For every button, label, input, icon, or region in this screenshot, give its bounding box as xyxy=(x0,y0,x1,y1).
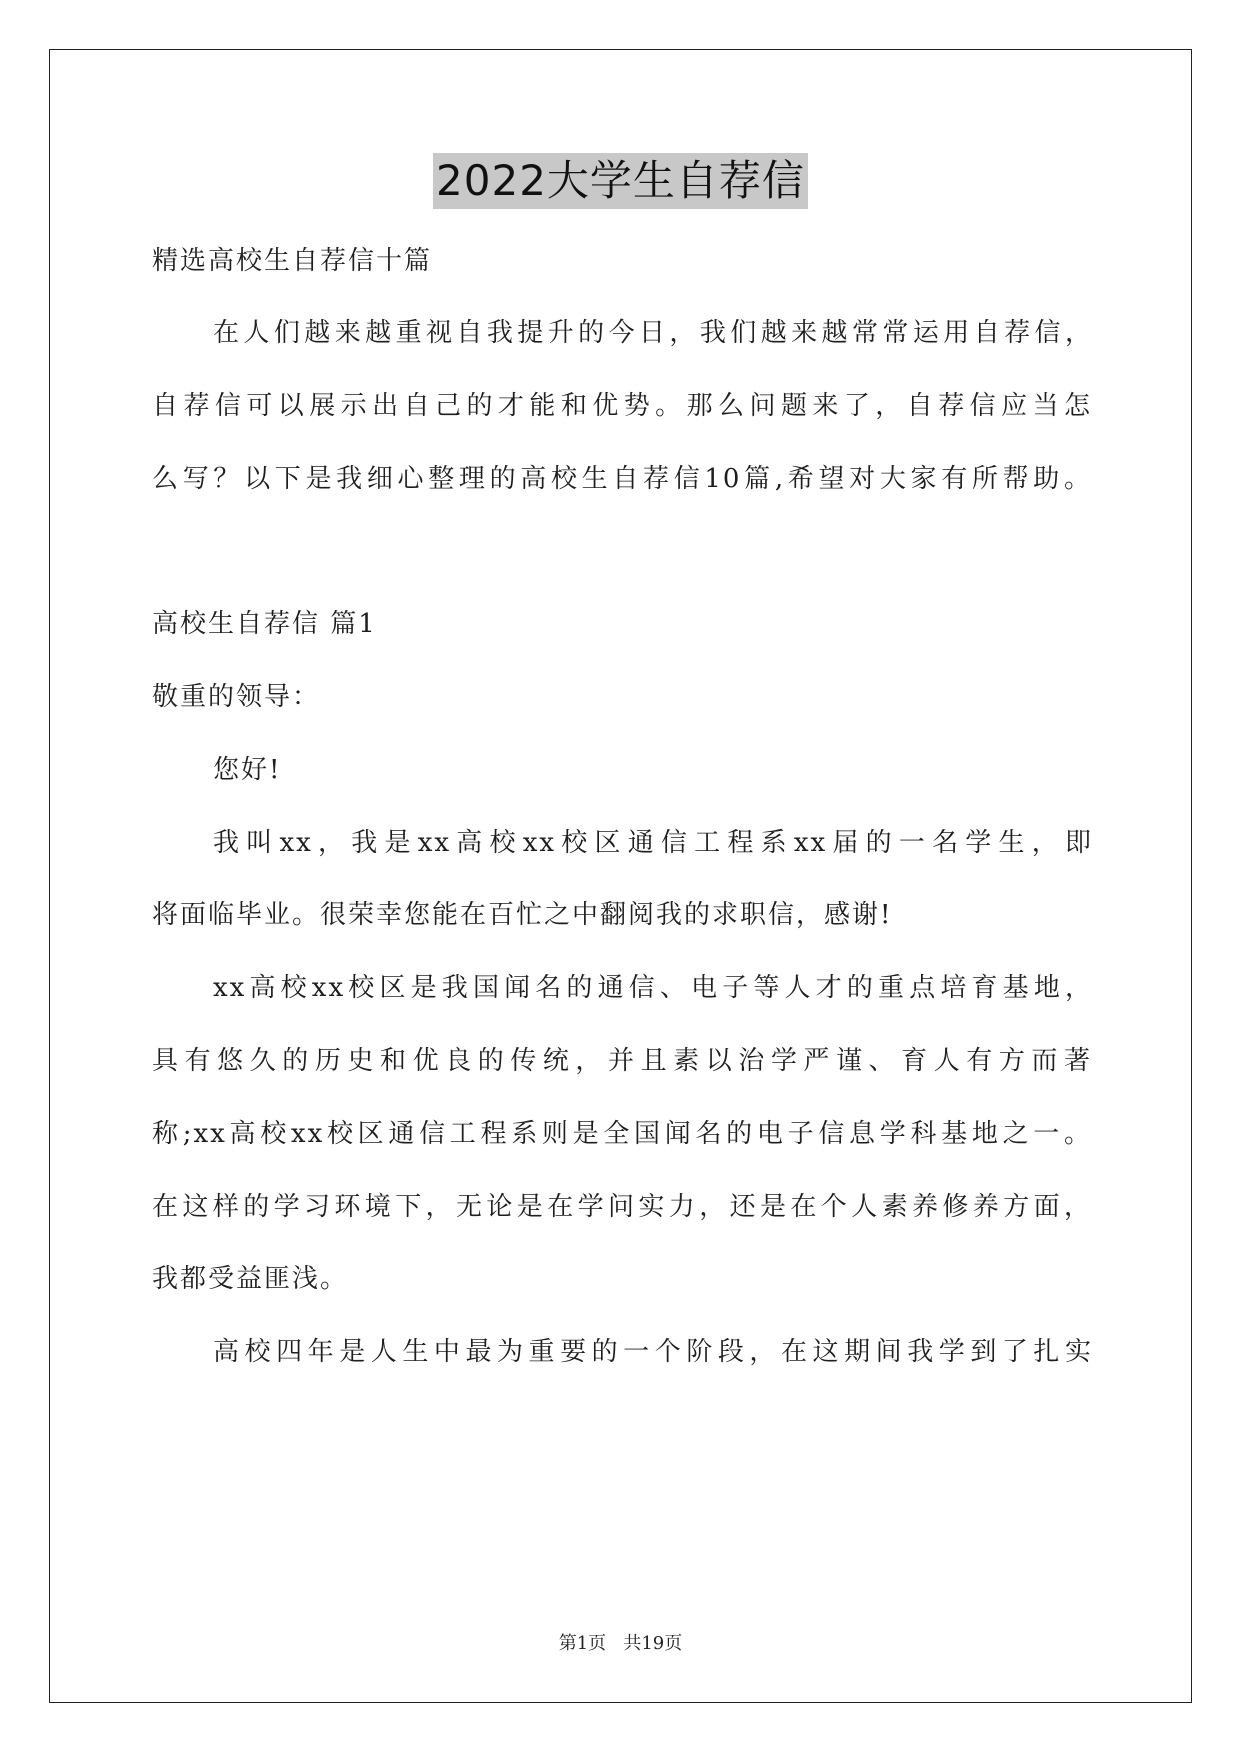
footer-spacer xyxy=(606,1633,623,1654)
page-total: 共19页 xyxy=(623,1633,683,1654)
paragraph2-line-1: xx高校xx校区是我国闻名的通信、电子等人才的重点培育基地， xyxy=(213,973,1093,1003)
paragraph1-line-1: 我叫xx，我是xx高校xx校区通信工程系xx届的一名学生，即 xyxy=(213,828,1093,858)
section-heading: 高校生自荐信 篇1 xyxy=(152,609,377,639)
paragraph3-line-1: 高校四年是人生中最为重要的一个阶段，在这期间我学到了扎实 xyxy=(213,1337,1093,1367)
salutation: 敬重的领导： xyxy=(152,682,321,712)
page-footer xyxy=(0,1632,1241,1656)
intro-line-2: 自荐信可以展示出自己的才能和优势。那么问题来了，自荐信应当怎 xyxy=(152,391,1092,421)
title-block xyxy=(0,153,1241,209)
paragraph2-line-5: 我都受益匪浅。 xyxy=(152,1264,349,1294)
page-number: 第1页 xyxy=(558,1633,607,1654)
greeting: 您好! xyxy=(213,755,282,785)
paragraph1-line-2: 将面临毕业。很荣幸您能在百忙之中翻阅我的求职信，感谢! xyxy=(152,900,893,930)
paragraph2-line-3: 称;xx高校xx校区通信工程系则是全国闻名的电子信息学科基地之一。 xyxy=(152,1119,1092,1149)
page-border xyxy=(49,49,1192,1703)
intro-line-3: 么写？以下是我细心整理的高校生自荐信10篇,希望对大家有所帮助。 xyxy=(152,464,1092,494)
paragraph2-line-4: 在这样的学习环境下，无论是在学问实力，还是在个人素养修养方面， xyxy=(152,1192,1092,1222)
intro-line-1: 在人们越来越重视自我提升的今日，我们越来越常常运用自荐信， xyxy=(213,318,1093,348)
paragraph2-line-2: 具有悠久的历史和优良的传统，并且素以治学严谨、育人有方而著 xyxy=(152,1046,1092,1076)
subtitle: 精选高校生自荐信十篇 xyxy=(152,246,433,276)
document-title: 2022大学生自荐信 xyxy=(433,153,808,209)
